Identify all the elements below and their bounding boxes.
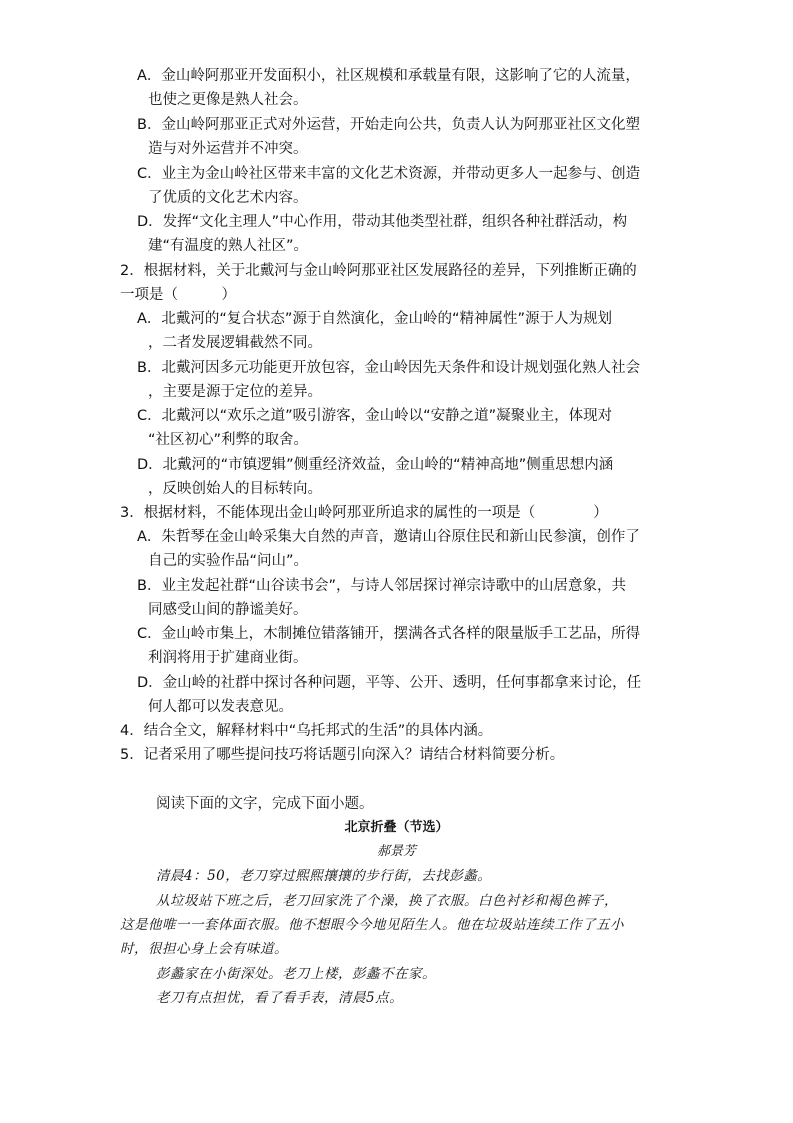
paragraph-2-line1: 从垃圾站下班之后，老刀回家洗了个澡，换了衣服。白色衬衫和褐色裤子，	[156, 893, 618, 909]
q3-option-b-line2: 同感受山间的静谧美好。	[148, 602, 308, 618]
q2-option-a-line1: A．北戴河的“复合状态”源于自然演化，金山岭的“精神属性”源于人为规划	[137, 311, 612, 327]
passage-title: 北京折叠（节选）	[344, 820, 449, 835]
q1-option-a-line1: A．金山岭阿那亚开发面积小，社区规模和承载量有限，这影响了它的人流量，	[137, 68, 640, 84]
q1-option-b-line1: B．金山岭阿那亚正式对外运营，开始走向公共，负责人认为阿那亚社区文化塑	[137, 117, 640, 133]
q1-option-d-line1: D．发挥“文化主理人”中心作用，带动其他类型社群，组织各种社群活动，构	[137, 214, 628, 230]
q3-option-d-line1: D．金山岭的社群中探讨各种问题，平等、公开、透明，任何事都拿来讨论，任	[137, 675, 642, 691]
q3-option-a-line2: 自己的实验作品“问山”。	[148, 553, 309, 569]
q1-option-d-line2: 建“有温度的熟人社区”。	[148, 238, 309, 254]
q3-option-b-line1: B．业主发起社群“山谷读书会”，与诗人邻居探讨禅宗诗歌中的山居意象，共	[137, 578, 626, 594]
q2-option-b-line2: ，主要是源于定位的差异。	[148, 384, 322, 400]
paragraph-2-line2: 这是他唯一一套体面衣服。他不想眼今今地见陌生人。他在垃圾站连续工作了五小	[120, 917, 624, 933]
q3-option-c-line2: 利润将用于扩建商业街。	[148, 650, 308, 666]
q2-option-d-line2: ，反映创始人的目标转向。	[148, 481, 322, 497]
reading-instruction: 阅读下面的文字，完成下面小题。	[156, 796, 374, 812]
q1-option-a-line2: 也使之更像是熟人社会。	[148, 92, 308, 108]
q2-option-d-line1: D．北戴河的“市镇逻辑”侧重经济效益，金山岭的“精神高地”侧重思想内涵	[137, 457, 614, 473]
q1-option-c-line1: C．业主为金山岭社区带来丰富的文化艺术资源，并带动更多人一起参与、创造	[137, 166, 641, 182]
q1-option-c-line2: 了优质的文化艺术内容。	[148, 190, 308, 206]
q2-option-c-line1: C．北戴河以“欢乐之道”吸引游客，金山岭以“安静之道”凝聚业主，体现对	[137, 408, 613, 424]
q3-option-a-line1: A．朱哲琴在金山岭采集大自然的声音，邀请山谷原住民和新山民参演，创作了	[137, 529, 640, 545]
q3-stem: 3．根据材料，不能体现出金山岭阿那亚所追求的属性的一项是（ ）	[120, 505, 608, 521]
q4-stem: 4．结合全文，解释材料中“乌托邦式的生活”的具体内涵。	[120, 723, 493, 739]
q3-option-c-line1: C．金山岭市集上，木制摊位错落铺开，摆满各式各样的限量版手工艺品，所得	[137, 626, 641, 642]
paragraph-2-line3: 时，很担心身上会有味道。	[120, 941, 288, 957]
q2-option-c-line2: “社区初心”利弊的取舍。	[148, 432, 309, 448]
q3-option-d-line2: 何人都可以发表意见。	[148, 699, 293, 715]
q2-option-b-line1: B．北戴河因多元功能更开放包容，金山岭因先天条件和设计规划强化熟人社会	[137, 360, 640, 376]
paragraph-1: 清晨4：50，老刀穿过熙熙攘攘的步行街，去找彭蠡。	[156, 868, 492, 884]
q5-stem: 5．记者采用了哪些提问技巧将话题引向深入？请结合材料简要分析。	[120, 747, 565, 763]
q2-option-a-line2: ，二者发展逻辑截然不同。	[148, 335, 322, 351]
q1-option-b-line2: 造与对外运营并不冲突。	[148, 141, 308, 157]
q2-stem-line2: 一项是（ ）	[120, 287, 236, 303]
passage-author: 郝景芳	[376, 844, 416, 859]
paragraph-4: 老刀有点担忧，看了看手表，清晨5点。	[156, 990, 404, 1006]
paragraph-3: 彭蠡家在小街深处。老刀上楼，彭蠡不在家。	[156, 966, 436, 982]
q2-stem-line1: 2．根据材料，关于北戴河与金山岭阿那亚社区发展路径的差异，下列推断正确的	[120, 263, 637, 279]
